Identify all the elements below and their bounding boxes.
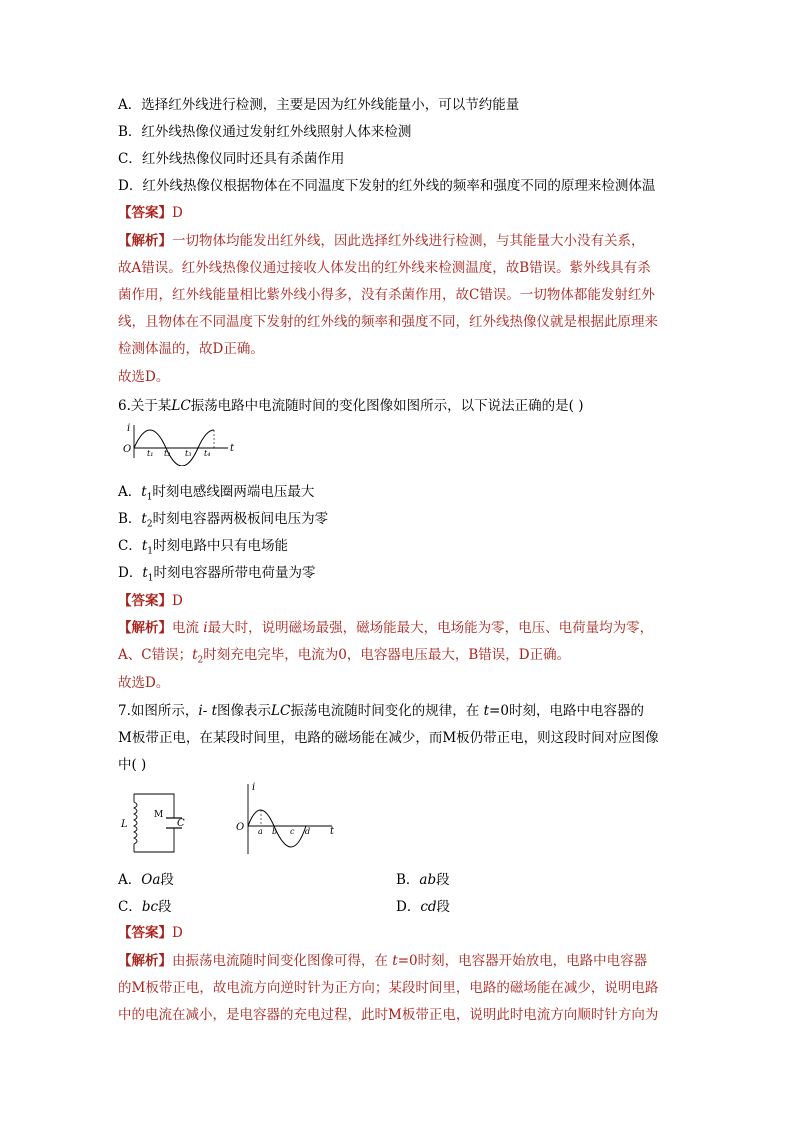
option-var: Oa (141, 872, 161, 888)
q6-conclusion: 故选D。 (118, 675, 170, 691)
analysis-text: 电流 (172, 620, 204, 636)
option-text: 时刻电感线圈两端电压最大 (152, 484, 315, 500)
stem-text: 振荡电路中电流随时间的变化图像如图所示，以下说法正确的是( ) (190, 398, 584, 414)
option-var: cd (420, 899, 437, 915)
analysis-text: 由振荡电流随时间变化图像可得，在 (172, 953, 393, 969)
analysis-text: 最大时，说明磁场最强，磁场能最大，电场能为零，电压、电荷量均为零， (207, 620, 654, 636)
option-prefix: D． (396, 899, 421, 915)
circuit-wire (134, 828, 174, 852)
option-sub: 1 (146, 492, 153, 503)
option-prefix: C． (118, 899, 142, 915)
analysis-text: A、C错误； (118, 647, 193, 663)
option-var: ab (419, 872, 437, 888)
b-label: b (272, 827, 278, 836)
d-label: d (305, 827, 311, 836)
answer-tag: 【答案】 (118, 593, 172, 609)
t1-label: t₁ (147, 449, 154, 458)
analysis-tag: 【解析】 (118, 233, 172, 249)
q5-option-b: B．红外线热像仪通过发射红外线照射人体来检测 (118, 124, 412, 140)
q7-analysis-line-1 (118, 952, 647, 970)
stem-var: t (211, 703, 218, 719)
q6-option-d (118, 564, 316, 588)
option-prefix: C． (118, 538, 142, 554)
option-text: 时刻电容器所带电荷量为零 (153, 565, 316, 581)
plate-m-label: M (154, 810, 164, 820)
t4-label: t₄ (204, 449, 211, 458)
stem-lc: LC (271, 703, 291, 719)
q7-current-graph (232, 778, 344, 856)
q6-option-b (118, 510, 328, 534)
q6-option-c (118, 537, 288, 561)
option-prefix: A． (118, 484, 142, 500)
t2-label: t₂ (164, 449, 171, 458)
analysis-tag: 【解析】 (118, 620, 172, 636)
q6-analysis-line-2 (118, 646, 570, 670)
option-text: 时刻电路中只有电场能 (153, 538, 289, 554)
q5-option-d: D．红外线热像仪根据物体在不同温度下发射的红外线的频率和强度不同的原理来检测体温 (118, 178, 656, 194)
option-prefix: A． (118, 872, 142, 888)
stem-text: =0时刻，电路中电容器的 (489, 703, 644, 719)
option-var: bc (141, 899, 159, 915)
inductor-coil (134, 794, 137, 852)
t-label: t (330, 826, 335, 837)
q7-lc-circuit (116, 786, 190, 860)
q7-analysis-line-2: 的M板带正电，故电流方向逆时针为正方向；某段时间里，电路的磁场能在减少，说明电路 (118, 980, 659, 996)
q5-analysis-line-2: 故A错误。红外线热像仪通过接收人体发出的红外线来检测温度，故B错误。紫外线具有杀 (118, 260, 651, 276)
option-text: 段 (158, 899, 172, 915)
q7-analysis-line-3: 中的电流在减小，是电容器的充电过程，此时M板带正电，说明此时电流方向顺时针方向为 (118, 1007, 659, 1023)
i-label: i (127, 423, 131, 434)
option-prefix: B． (118, 511, 142, 527)
q6-analysis-line-1 (118, 619, 653, 637)
option-text: 时刻电容器两极板间电压为零 (152, 511, 329, 527)
q5-analysis-line-5: 检测体温的，故D正确。 (118, 341, 264, 357)
stem-text: 图像表示 (217, 703, 272, 719)
q7-answer (118, 924, 183, 942)
stem-var: t (483, 703, 490, 719)
q5-option-c: C．红外线热像仪同时还具有杀菌作用 (118, 151, 345, 167)
option-var: t (141, 511, 147, 527)
q6-stem (118, 397, 584, 415)
analysis-text: =0时刻，电容器开始放电，电路中电容器 (397, 953, 648, 969)
analysis-tag: 【解析】 (118, 953, 172, 969)
option-text: 段 (160, 872, 174, 888)
q5-analysis-line-3: 菌作用，红外线能量相比紫外线小得多，没有杀菌作用，故C错误。一切物体都能发射红外 (118, 287, 655, 303)
stem-text: 振荡电流随时间变化的规律，在 (290, 703, 484, 719)
answer-value: D (172, 925, 183, 941)
q7-option-b (396, 871, 450, 889)
q7-stem-line-3: 中( ) (118, 757, 147, 773)
stem-lc: LC (171, 398, 191, 414)
analysis-var: t (192, 647, 198, 663)
origin-label: O (123, 444, 132, 455)
i-label: i (252, 782, 256, 793)
q7-stem-line-2: M板带正电，在某段时间里，电路的磁场能在减少，而M板仍带正电，则这段时间对应图像 (118, 730, 659, 746)
answer-tag: 【答案】 (118, 925, 172, 941)
option-text: 段 (436, 872, 450, 888)
option-var: t (142, 565, 148, 581)
option-sub: 1 (147, 573, 154, 584)
analysis-text: 时刻充电完毕，电流为0，电容器电压最大，B错误，D正确。 (203, 647, 571, 663)
q5-analysis-line-1 (118, 232, 645, 250)
stem-text: - (202, 703, 212, 719)
q7-option-d (396, 898, 450, 916)
analysis-var: i (203, 620, 208, 636)
q5-answer (118, 204, 183, 222)
q5-conclusion: 故选D。 (118, 369, 170, 385)
option-sub: 2 (146, 519, 153, 530)
analysis-text: 一切物体均能发出红外线，因此选择红外线进行检测，与其能量大小没有关系， (172, 233, 645, 249)
option-var: t (141, 484, 147, 500)
option-prefix: B． (396, 872, 420, 888)
c-label: c (290, 827, 295, 836)
analysis-var: t (392, 953, 398, 969)
option-text: 段 (436, 899, 451, 915)
t-label: t (230, 443, 235, 454)
answer-value: D (172, 205, 183, 221)
stem-text: 6.关于某 (118, 398, 172, 414)
option-sub: 1 (147, 546, 154, 557)
a-label: a (258, 827, 263, 836)
option-prefix: D． (118, 565, 143, 581)
q5-analysis-line-4: 线，且物体在不同温度下发射的红外线的频率和强度不同，红外线热像仪就是根据此原理来 (118, 314, 658, 330)
analysis-sub: 2 (197, 655, 204, 666)
stem-var: i (198, 703, 203, 719)
q7-stem-line-1 (118, 702, 644, 720)
q6-answer (118, 592, 183, 610)
q7-option-c (118, 898, 172, 916)
q6-current-graph (116, 420, 244, 466)
origin-label: O (236, 822, 245, 833)
option-var: t (141, 538, 148, 554)
q5-option-a: A．选择红外线进行检测，主要是因为红外线能量小，可以节约能量 (118, 97, 520, 113)
q7-option-a (118, 871, 174, 889)
stem-text: 7.如图所示， (118, 703, 199, 719)
answer-tag: 【答案】 (118, 205, 172, 221)
capacitor-label: C (177, 818, 185, 829)
answer-value: D (172, 593, 183, 609)
q6-option-a (118, 483, 314, 507)
t3-label: t₃ (185, 449, 192, 458)
inductor-label: L (121, 819, 128, 830)
